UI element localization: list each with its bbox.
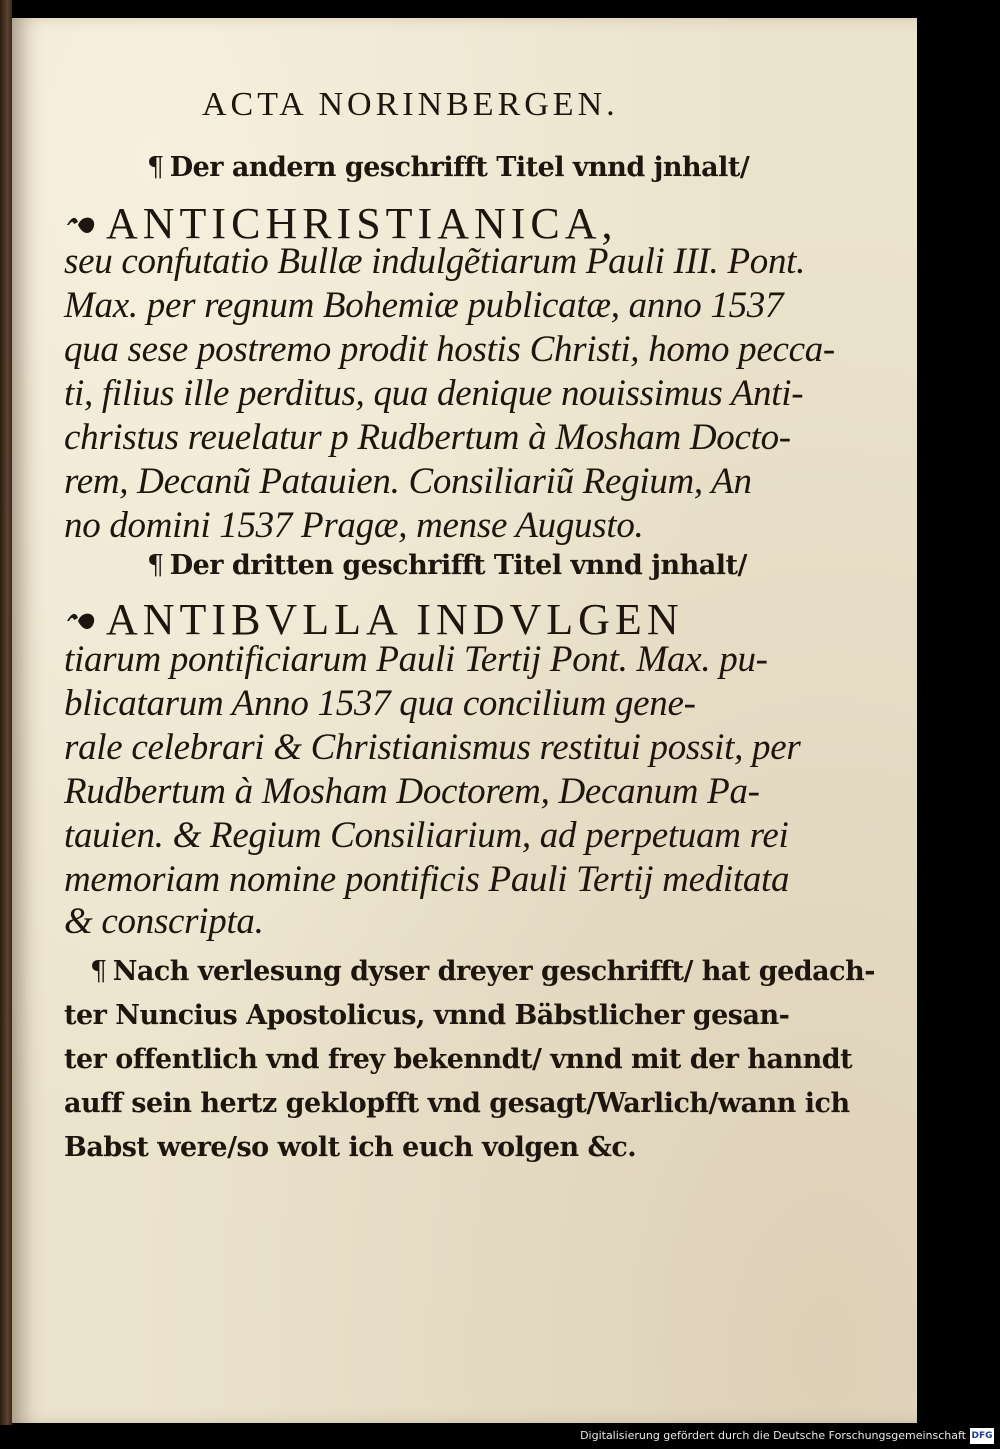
pilcrow-icon: ¶: [90, 956, 107, 987]
section2-line-2: blicatarum Anno 1537 qua concilium gene-: [64, 683, 696, 724]
section1-line-6: rem, Decanũ Patauien. Consiliariũ Regium, An: [64, 461, 752, 502]
closing-line-1: [90, 956, 875, 987]
section1-line-4: ti, filius ille perditus, qua denique nouissimus Anti-: [64, 373, 804, 414]
running-head: ACTA NORINBERGEN.: [202, 86, 619, 123]
section2-heading: Der dritten geschrifft Titel vnnd jnhalt/: [169, 550, 747, 581]
closing-line-4: auff sein hertz geklopfft vnd gesagt/Warlich/wann ich: [64, 1088, 850, 1119]
section1-line-5: christus reuelatur p Rudbertum à Mosham Docto-: [64, 417, 791, 458]
section2-line-3: rale celebrari & Christianismus restitui possit, per: [64, 727, 801, 768]
section2-line-5: tauien. & Regium Consiliarium, ad perpetuam rei: [64, 815, 789, 856]
pilcrow-icon: ¶: [147, 550, 164, 581]
section1-heading-line: [147, 152, 827, 183]
page-text: [12, 18, 917, 1423]
footer-bar: [0, 1425, 1000, 1449]
section1-title: ANTICHRISTIANICA,: [106, 199, 618, 248]
digitization-credit: Digitalisierung gefördert durch die Deutsche Forschungsgemeinschaft: [580, 1429, 966, 1442]
section2-heading-line: [147, 550, 827, 581]
book-page: [12, 18, 917, 1423]
section2-line-6: memoriam nomine pontificis Pauli Tertij meditata: [64, 859, 790, 900]
section2-line-4: Rudbertum à Mosham Doctorem, Decanum Pa-: [64, 771, 760, 812]
closing-line-1-text: Nach verlesung dyser dreyer geschrifft/ hat gedach-: [112, 956, 875, 987]
section2-line-1: tiarum pontificiarum Pauli Tertij Pont. Max. pu-: [64, 639, 768, 680]
section1-line-3: qua sese postremo prodit hostis Christi, homo pecca-: [64, 329, 835, 370]
section1-line-7: no domini 1537 Pragæ, mense Augusto.: [64, 505, 644, 546]
book-spine-edge: [0, 0, 12, 1425]
hedera-ornament-icon: [64, 210, 98, 240]
hedera-ornament-icon: [64, 606, 98, 636]
section2-line-7: & conscripta.: [64, 901, 264, 942]
section1-line-2: Max. per regnum Bohemiæ publicatæ, anno 1537: [64, 285, 784, 326]
pilcrow-icon: ¶: [147, 152, 164, 183]
section2-title: ANTIBVLLA INDVLGEN: [106, 595, 684, 644]
closing-line-5: Babst were/so wolt ich euch volgen &c.: [64, 1132, 637, 1163]
closing-line-3: ter offentlich vnd frey bekenndt/ vnnd mit der hanndt: [64, 1044, 853, 1075]
section1-line-1: seu confutatio Bullæ indulgẽtiarum Pauli III. Pont.: [64, 241, 806, 282]
section1-heading: Der andern geschrifft Titel vnnd jnhalt/: [169, 152, 750, 183]
dfg-logo: DFG: [970, 1428, 994, 1444]
closing-line-2: ter Nuncius Apostolicus, vnnd Bäbstlicher gesan-: [64, 1000, 790, 1031]
